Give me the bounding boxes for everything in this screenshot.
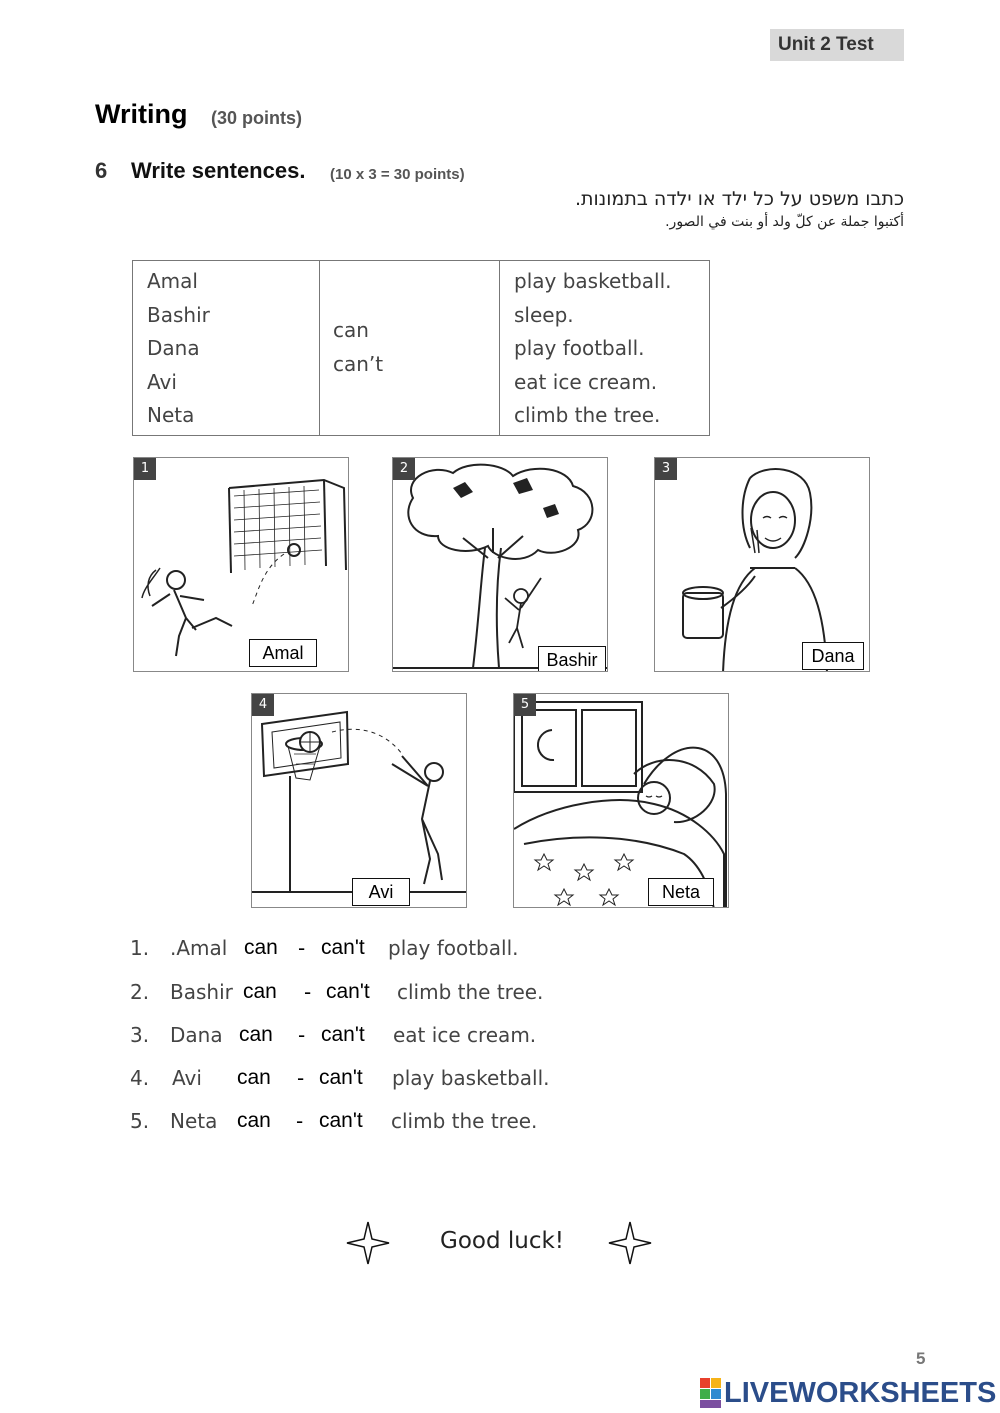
picture-4 [251,693,467,908]
liveworksheets-logo[interactable] [700,1376,996,1410]
sentence-subject: Avi [172,1066,202,1090]
option-can[interactable]: can [239,1023,273,1046]
option-can[interactable]: can [244,936,278,959]
basketball-icon [252,694,467,908]
question-points: (10 x 3 = 30 points) [330,166,465,183]
sentence-number: 4. [130,1066,150,1090]
action-item: play football. [514,336,645,361]
instruction-arabic: أكتبوا جملة عن كلّ ولد أو بنت في الصور. [665,214,904,230]
action-item: climb the tree. [514,403,661,428]
option-can[interactable]: can [243,980,277,1003]
question-title: Write sentences. [131,158,306,183]
modal-item: can’t [333,351,384,376]
sentence-action: play football. [388,936,519,960]
sentence-subject: Bashir [170,980,233,1004]
picture-1 [133,457,349,672]
picture-label: Amal [249,639,317,667]
sentence-subject: Neta [170,1109,218,1133]
action-item: play basketball. [514,269,672,293]
sentence-action: play basketball. [392,1066,550,1090]
sentence-action: climb the tree. [397,980,544,1004]
picture-2 [392,457,608,672]
picture-label: Neta [648,878,714,906]
option-cant[interactable]: can't [321,1023,365,1046]
picture-label: Avi [352,878,410,906]
picture-number: 1 [134,458,156,480]
name-item: Avi [147,369,177,394]
ice-cream-icon [655,458,870,672]
star-icon [346,1221,390,1265]
modals-column [320,261,500,435]
option-cant[interactable]: can't [319,1066,363,1089]
section-points: (30 points) [211,108,303,128]
sentence-subject: .Amal [170,936,228,960]
separator: - [304,980,312,1004]
picture-number: 5 [514,694,536,716]
name-item: Bashir [147,302,210,327]
question-number: 6 [95,158,108,183]
sentence-number: 3. [130,1023,150,1047]
sentence-number: 1. [130,936,150,960]
option-cant[interactable]: can't [326,980,370,1003]
sleeping-icon [514,694,729,908]
picture-number: 2 [393,458,415,480]
separator: - [297,1066,305,1090]
action-item: sleep. [514,302,574,327]
option-cant[interactable]: can't [319,1109,363,1132]
sentence-subject: Dana [170,1023,223,1047]
tree-climb-icon [393,458,608,672]
sentence-action: climb the tree. [391,1109,538,1133]
option-cant[interactable]: can't [321,936,365,959]
picture-number: 3 [655,458,677,480]
sentence-number: 2. [130,980,150,1004]
modal-item: can [333,318,369,342]
page-number: 5 [916,1349,926,1368]
names-column [133,261,320,435]
name-item: Neta [147,403,195,428]
good-luck-text: Good luck! [440,1228,565,1254]
action-item: eat ice cream. [514,369,658,394]
liveworksheets-wordmark: LIVEWORKSHEETS [724,1377,997,1409]
separator: - [298,1023,306,1047]
liveworksheets-logo-icon [700,1378,722,1408]
actions-column [500,261,709,435]
instruction-hebrew: כתבו משפט על כל ילד או ילדה בתמונות. [574,188,904,210]
option-can[interactable]: can [237,1109,271,1132]
picture-label: Bashir [538,646,606,672]
sentence-number: 5. [130,1109,150,1133]
name-item: Dana [147,336,200,361]
picture-5 [513,693,729,908]
unit-badge: Unit 2 Test [770,29,904,61]
picture-3 [654,457,870,672]
picture-label: Dana [802,642,864,670]
separator: - [298,936,306,960]
separator: - [296,1109,304,1133]
word-table [132,260,710,436]
star-icon [608,1221,652,1265]
picture-number: 4 [252,694,274,716]
option-can[interactable]: can [237,1066,271,1089]
section-title: Writing [95,99,188,129]
sentence-action: eat ice cream. [393,1023,537,1047]
name-item: Amal [147,269,198,293]
